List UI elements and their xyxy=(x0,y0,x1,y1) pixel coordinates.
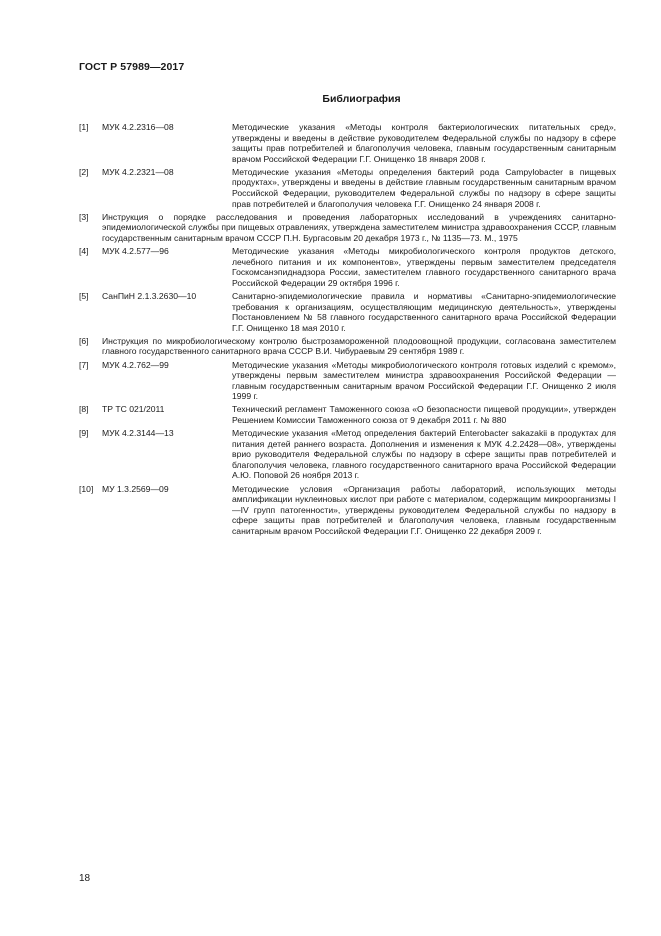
bibliography-entry xyxy=(79,484,616,537)
bibliography-entry xyxy=(79,360,616,402)
entry-code: ТР ТС 021/2011 xyxy=(102,404,165,415)
bibliography-entry xyxy=(79,167,616,209)
bibliography-entry xyxy=(79,212,616,244)
entry-number: [4] xyxy=(79,246,89,257)
entry-number: [1] xyxy=(79,122,89,132)
page-header-standard-id: ГОСТ Р 57989—2017 xyxy=(79,61,185,73)
entry-description: Методические указания «Методы микробиологического контроля продуктов детского, лечебного питания и их компонентов», утверждены первым заместителем председателя Госкомсанэпиднадзора России, заместителем главного государственного санитарного врача Российской Федерации 29 октября 1996 г. xyxy=(232,246,616,288)
bibliography-entry xyxy=(79,404,616,425)
bibliography-entry xyxy=(79,122,616,164)
entry-description: Санитарно-эпидемиологические правила и нормативы «Санитарно-эпидемиологические требования к организациям, осуществляющим медицинскую деятельность», утверждены Постановлением № 58 главного государственного санитарного врача Российской Федерации Г.Г. Онищенко 18 мая 2010 г. xyxy=(232,290,616,333)
bibliography-entry xyxy=(79,336,616,357)
entry-description: Методические указания «Методы контроля бактериологических питательных сред», утверждены и введены в действие руководителем Федеральной службы по надзору в сфере защиты прав потребителей и благополучия человека, главным государственным санитарным врачом Российской Федерации Г.Г. Онищенко 18 января 2008 г. xyxy=(232,122,616,164)
entry-description: Технический регламент Таможенного союза «О безопасности пищевой продукции», утвержден Решением Комиссии Таможенного союза от 9 декабря 2011 г. № 880 xyxy=(232,404,616,426)
entry-number: [8] xyxy=(79,404,89,415)
entry-description: Методические условия «Организация работы лабораторий, использующих методы амплификации нуклеиновых кислот при работе с материалом, содержащим микроорганизмы I—IV групп патогенности», утверждены руководителем Федеральной службы по надзору в сфере защиты прав потребителей и благополучия человека, главным государственным санитарным врачом Российской Федерации Г.Г. Онищенко 22 декабря 2009 г. xyxy=(232,483,616,536)
entry-number: [2] xyxy=(79,166,89,177)
entry-number: [9] xyxy=(79,428,89,439)
entry-description: Методические указания «Методы определения бактерий рода Campylobacter в пищевых продуктах», утверждены и введены в действие главным государственным санитарным врачом Российской Федерации, руководителем Федеральной службы по надзору в сфере защиты прав потребителей и благополучия человека Г.Г. Онищенко 24 января 2008 г. xyxy=(232,166,616,209)
entry-description: Инструкция о порядке расследования и проведения лабораторных исследований в учреждениях санитарно-эпидемиологической службы при пищевых отравлениях, утверждена заместителем министра здравоохранения СССР, главным государственным санитарным врачом СССР П.Н. Бургасовым 20 декабря 1973 г., № 1135—73. М., 1975 xyxy=(102,211,616,243)
entry-number: [7] xyxy=(79,359,89,370)
entry-description: Методические указания «Методы микробиологического контроля готовых изделий с кремом», утверждены первым заместителем министра здравоохранения Российской Федерации — главным государственным санитарным врачом Российской Федерации Г.Г. Онищенко 2 июля 1999 г. xyxy=(232,359,616,402)
entry-number: [3] xyxy=(79,211,89,222)
entry-description: Инструкция по микробиологическому контролю быстрозамороженной плодоовощной продукции, согласована заместителем главного государственного санитарного врача СССР В.И. Чибураевым 29 сентября 1989 г. xyxy=(102,335,616,357)
bibliography-entry xyxy=(79,428,616,481)
entry-number: [5] xyxy=(79,290,89,301)
entry-code: МУК 4.2.2316—08 xyxy=(102,122,174,132)
bibliography-list xyxy=(79,122,616,539)
entry-code: МУК 4.2.762—99 xyxy=(102,359,169,370)
entry-code: МУ 1.3.2569—09 xyxy=(102,483,169,494)
entry-code: МУК 4.2.3144—13 xyxy=(102,428,174,439)
page-number: 18 xyxy=(79,873,91,884)
entry-number: [10] xyxy=(79,483,94,494)
entry-description: Методические указания «Метод определения бактерий Enterobacter sakazakii в продуктах для питания детей раннего возраста. Дополнения и изменения к МУК 4.2.2428—08», утверждены врио руководителя Федеральной службы по надзору в сфере защиты прав потребителей и благополучия человека, главного государственного санитарного врача Российской Федерации А.Ю. Поповой 26 ноября 2013 г. xyxy=(232,428,616,481)
section-title: Библиография xyxy=(322,93,401,105)
entry-code: МУК 4.2.2321—08 xyxy=(102,166,174,177)
bibliography-entry xyxy=(79,246,616,288)
entry-number: [6] xyxy=(79,335,89,346)
entry-code: СанПиН 2.1.3.2630—10 xyxy=(102,290,197,301)
entry-code: МУК 4.2.577—96 xyxy=(102,246,169,257)
bibliography-entry xyxy=(79,291,616,333)
